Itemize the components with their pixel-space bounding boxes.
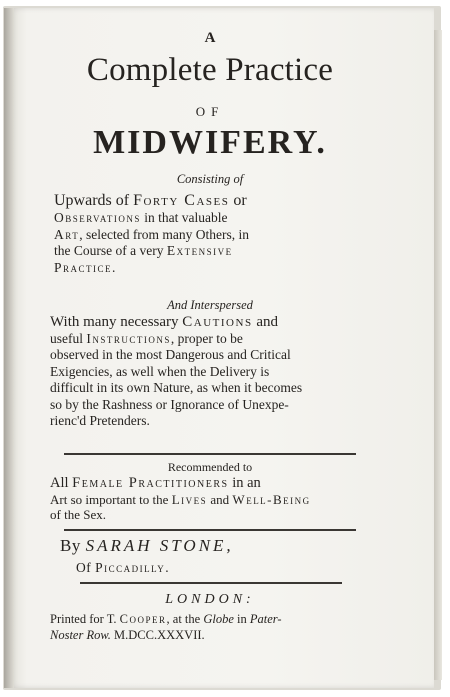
desc-line: Upwards of Forty Cases or [54,192,247,209]
book-title: Complete Practice [86,52,334,88]
audience-line: All Female Practitioners in an [50,475,261,491]
title-of: OF [195,104,225,119]
author-place: Of Piccadilly. [76,560,171,575]
imprint-line: Noster Row. M.DCC.XXXVII. [50,627,205,642]
cautions-line: Exigencies, as well when the Delivery is [50,363,270,379]
page-edge [434,30,442,680]
cautions-line: so by the Rashness or Ignorance of Unexpe- [50,396,289,412]
interspersed: And Interspersed [167,298,253,312]
author-name: SARAH STONE, [85,536,234,555]
divider-rule [64,529,356,531]
cautions-line: With many necessary Cautions and [50,314,278,330]
cautions-line: rienc'd Pretenders. [50,413,150,428]
cautions-paragraph [50,314,372,430]
audience-paragraph [50,476,372,523]
desc-line: Observations in that valuable [54,210,228,225]
imprint-city: LONDON: [165,592,255,607]
audience-line: Art so important to the Lives and Well-Being [50,491,311,507]
book-subject: MIDWIFERY. [93,124,327,161]
desc-line: Practice. [54,259,117,275]
cautions-line: useful Instructions, proper to be [50,330,243,346]
description-paragraph [54,192,370,276]
audience-line: of the Sex. [50,507,106,522]
cautions-line: observed in the most Dangerous and Critical [50,347,291,362]
desc-line: the Course of a very Extensive [54,243,233,258]
cautions-line: difficult in its own Nature, as when it becomes [50,380,303,395]
imprint [50,612,372,643]
author-line: By SARAH STONE, [60,536,234,555]
desc-line: Art, selected from many Others, in [54,226,250,242]
divider-rule [80,582,342,584]
divider-rule [64,453,356,455]
article: A [204,30,216,46]
recommended-to: Recommended to [167,460,253,474]
imprint-line: Printed for T. Cooper, at the Globe in Pater- [50,612,282,626]
consisting-of: Consisting of [176,172,244,186]
spine-shadow [4,8,14,688]
